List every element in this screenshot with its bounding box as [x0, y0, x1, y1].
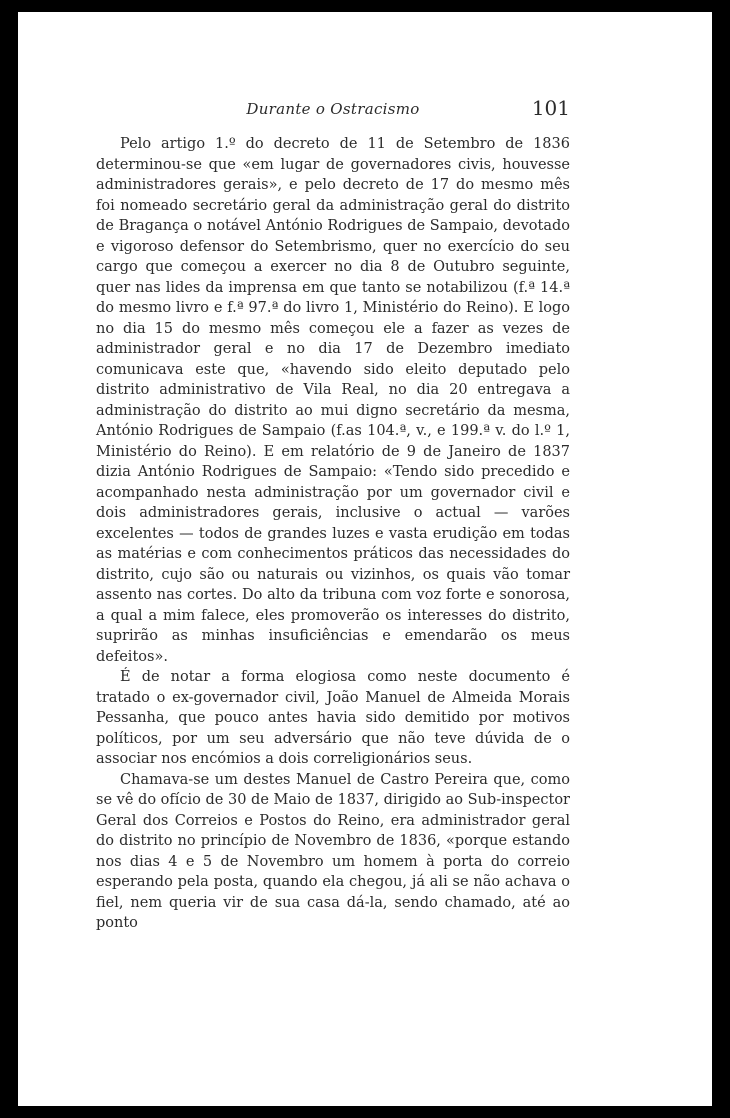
body-text: [96, 134, 570, 934]
paragraph-1: Pelo artigo 1.º do decreto de 11 de Setembro de 1836 determinou-se que «em lugar de governadores civis, houvesse administradores gerais», e pelo decreto de 17 do mesmo mês foi nomeado secretário geral da administração geral do distrito de Bragança o notável António Rodrigues de Sampaio, devotado e vigoroso defensor do Setembrismo, quer no exercício do seu cargo que começou a exercer no dia 8 de Outubro seguinte, quer nas lides da imprensa em que tanto se notabilizou (f.ª 14.ª do mesmo livro e f.ª 97.ª do livro 1, Ministério do Reino). E logo no dia 15 do mesmo mês começou ele a fazer as vezes de administrador geral e no dia 17 de Dezembro imediato comunicava este que, «havendo sido eleito deputado pelo distrito administrativo de Vila Real, no dia 20 entregava a administração do distrito ao mui digno secretário da mesma, António Rodrigues de Sampaio (f.as 104.ª, v., e 199.ª v. do l.º 1, Ministério do Reino). E em relatório de 9 de Janeiro de 1837 dizia António Rodrigues de Sampaio: «Tendo sido precedido e acompanhado nesta administração por um governador civil e dois administradores gerais, inclusive o actual — varões excelentes — todos de grandes luzes e vasta erudição em todas as matérias e com conhecimentos práticos das necessidades do distrito, cujo são ou naturais ou vizinhos, os quais vão tomar assento nas cortes. Do alto da tribuna com voz forte e sonorosa, a qual a mim falece, eles promoverão os interesses do distrito, suprirão as minhas insuficiências e emendarão os meus defeitos».: [96, 136, 570, 665]
page-number: 101: [531, 96, 570, 120]
page-header: [96, 92, 570, 134]
paragraph-2: É de notar a forma elogiosa como neste documento é tratado o ex-governador civil, João Manuel de Almeida Morais Pessanha, que pouco antes havia sido demitido por motivos políticos, por um seu adversário que não teve dúvida de o associar nos encómios a dois correligionários seus.: [96, 669, 570, 767]
paragraph-3: Chamava-se um destes Manuel de Castro Pereira que, como se vê do ofício de 30 de Maio de 1837, dirigido ao Sub-inspector Geral dos Correios e Postos do Reino, era administrador geral do distrito no princípio de Novembro de 1836, «porque estando nos dias 4 e 5 de Novembro um homem à porta do correio esperando pela posta, quando ela chegou, já ali se não achava o fiel, nem queria vir de sua casa dá-la, sendo chamado, até ao ponto: [96, 771, 570, 931]
scanned-page: [18, 12, 712, 1106]
running-title: Durante o Ostracismo: [246, 100, 420, 118]
page-content: [96, 92, 570, 934]
